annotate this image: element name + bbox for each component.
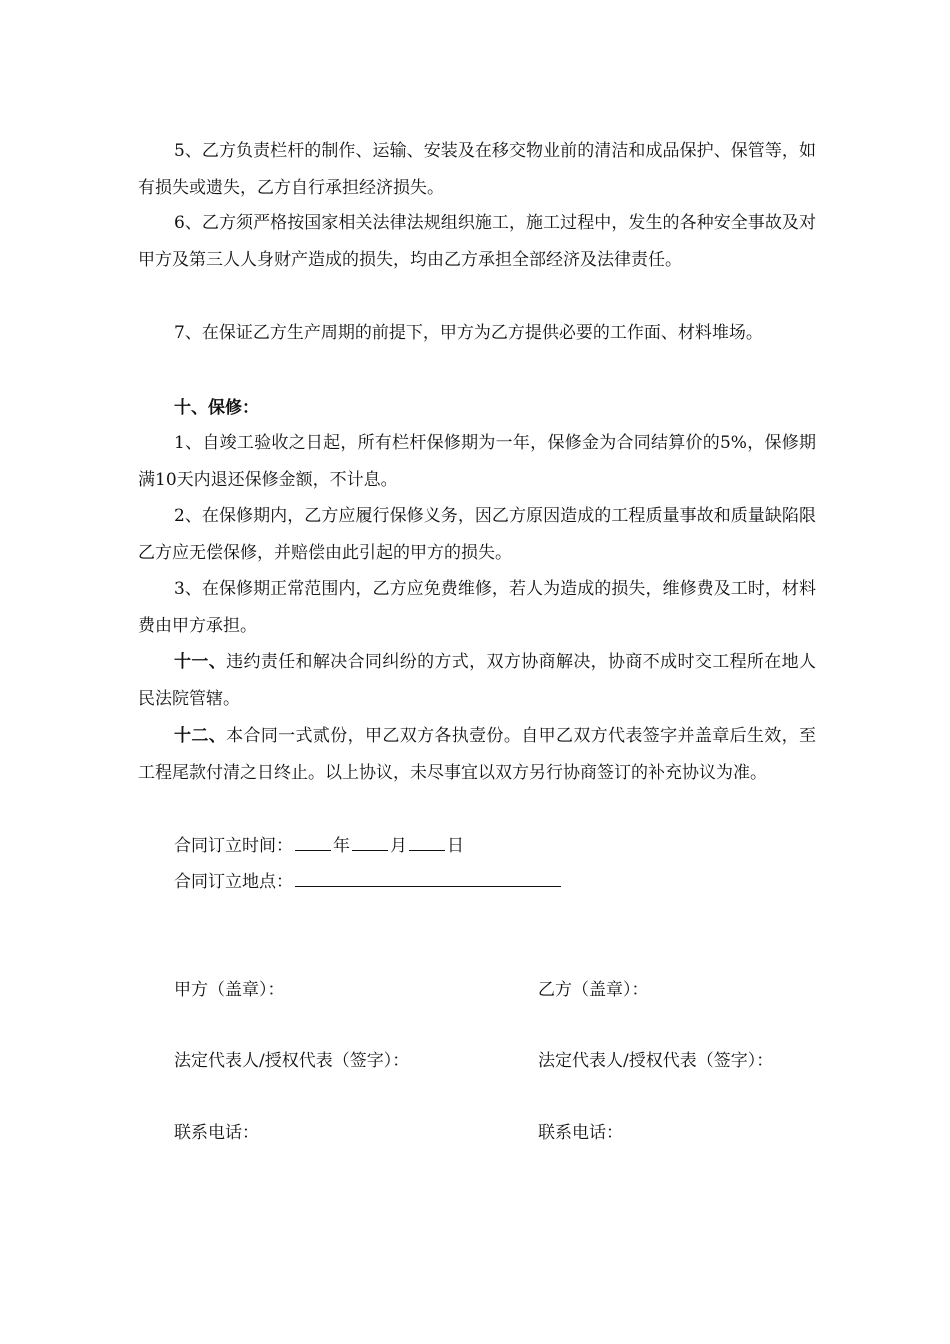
- clause-7: 7、在保证乙方生产周期的前提下，甲方为乙方提供必要的工作面、材料堆场。: [174, 323, 763, 343]
- month-blank[interactable]: [352, 830, 388, 851]
- signing-place: [174, 864, 563, 901]
- party-a-phone: 联系电话：: [174, 1123, 259, 1143]
- clause-12: [138, 718, 816, 792]
- day-blank[interactable]: [409, 830, 445, 851]
- party-b-phone: 联系电话：: [538, 1123, 623, 1143]
- clause-5: 5、乙方负责栏杆的制作、运输、安装及在移交物业前的清洁和成品保护、保管等，如有损失或遗失，乙方自行承担经济损失。: [138, 141, 816, 198]
- clause-11-text: 违约责任和解决合同纠纷的方式，双方协商解决，协商不成时交工程所在地人民法院管辖。: [138, 652, 817, 709]
- day-label: 日: [447, 836, 464, 856]
- party-a-representative: 法定代表人/授权代表（签字）：: [174, 1051, 410, 1071]
- month-label: 月: [390, 836, 407, 856]
- clause-11: [138, 644, 816, 718]
- signing-time-label: 合同订立时间：: [174, 836, 293, 856]
- party-a-seal: 甲方（盖章）：: [174, 980, 285, 1000]
- clause-11-label: 十一、: [174, 652, 227, 672]
- warranty-item-3: 3、在保修期正常范围内，乙方应免费维修，若人为造成的损失，维修费及工时，材料费由甲方承担。: [138, 579, 816, 636]
- signing-place-label: 合同订立地点：: [174, 872, 293, 892]
- clause-12-text: 本合同一式贰份，甲乙双方各执壹份。自甲乙双方代表签字并盖章后生效，至工程尾款付清之日终止。以上协议，未尽事宜以双方另行协商签订的补充协议为准。: [138, 726, 817, 783]
- year-blank[interactable]: [295, 830, 331, 851]
- warranty-item-2: 2、在保修期内，乙方应履行保修义务，因乙方原因造成的工程质量事故和质量缺陷限乙方应无偿保修，并赔偿由此引起的甲方的损失。: [138, 506, 816, 563]
- party-b-seal: 乙方（盖章）：: [538, 980, 649, 1000]
- warranty-item-1: 1、自竣工验收之日起，所有栏杆保修期为一年，保修金为合同结算价的5%，保修期满10天内退还保修金额，不计息。: [138, 433, 816, 490]
- warranty-heading: 十、保修：: [174, 398, 259, 418]
- party-b-representative: 法定代表人/授权代表（签字）：: [538, 1051, 774, 1071]
- clause-6: 6、乙方须严格按国家相关法律法规组织施工，施工过程中，发生的各种安全事故及对甲方及第三人人身财产造成的损失，均由乙方承担全部经济及法律责任。: [138, 213, 816, 270]
- signing-time: [174, 828, 464, 865]
- clause-12-label: 十二、: [174, 726, 227, 746]
- year-label: 年: [333, 836, 350, 856]
- place-blank[interactable]: [295, 866, 561, 887]
